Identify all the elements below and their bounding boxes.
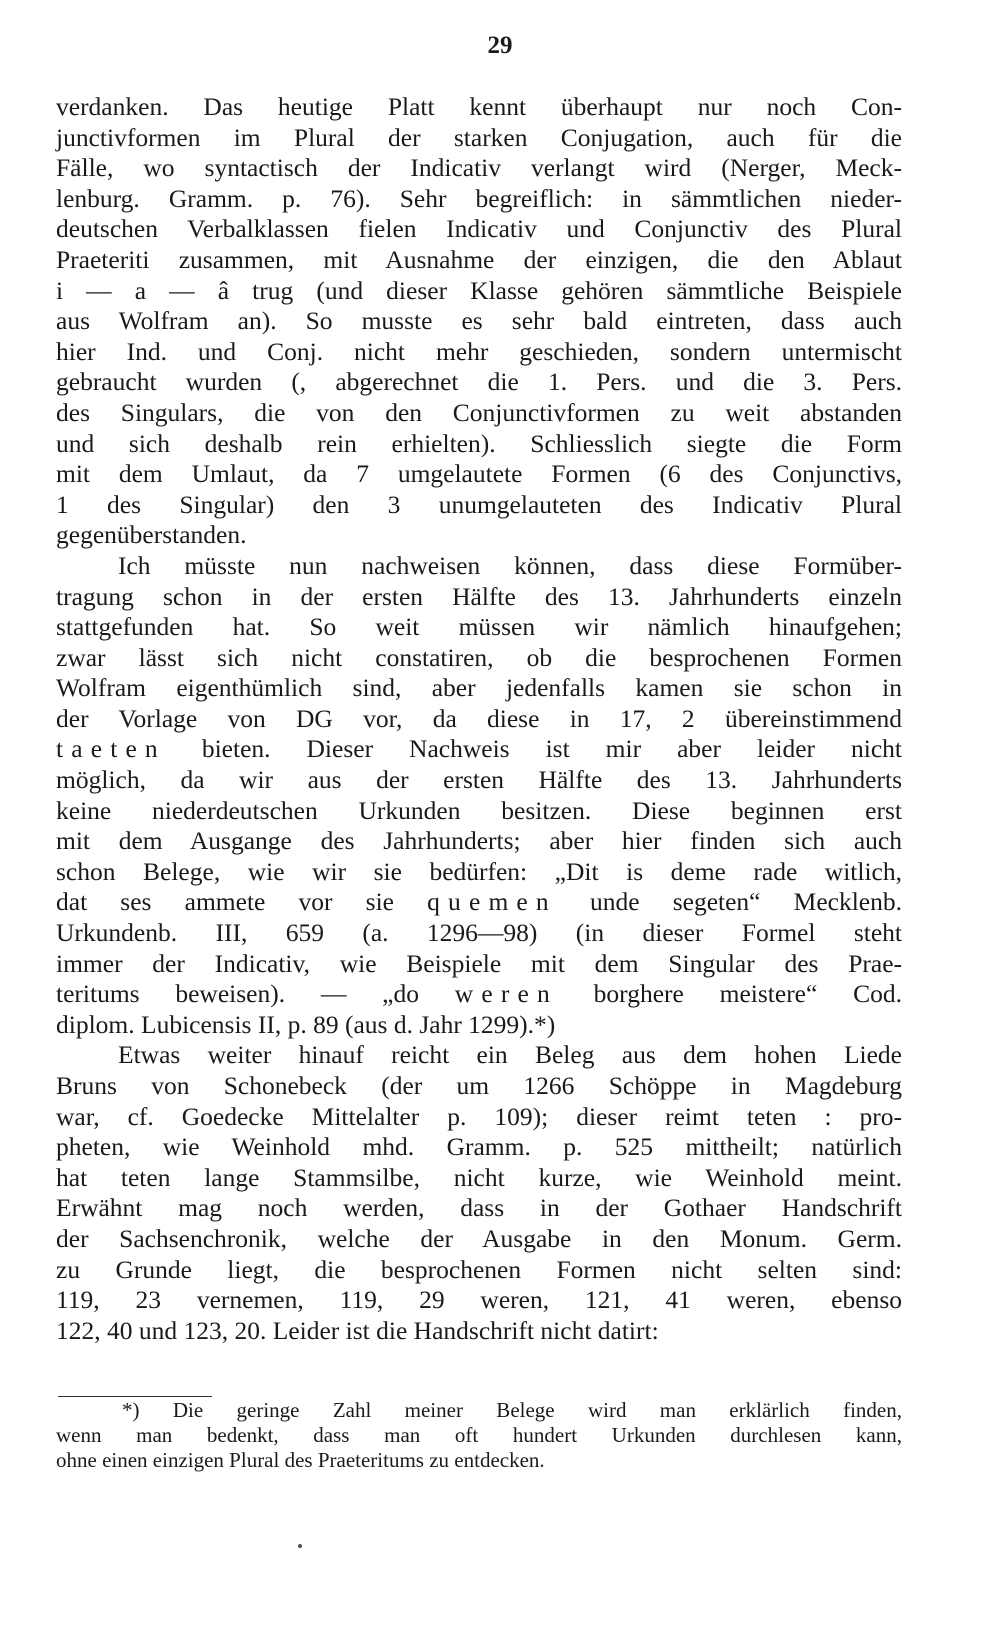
text-line: schon Belege, wie wir sie bedürfen: „Dit is deme rade witlich, [56,856,902,886]
text-line: keine niederdeutschen Urkunden besitzen. Diese beginnen erst [56,795,902,825]
text-line: Wolfram eigenthümlich sind, aber jedenfalls kamen sie schon in [56,673,902,703]
text-line: Fälle, wo syntactisch der Indicativ verlangt wird (Nerger, Meck- [56,153,902,183]
text-line: möglich, da wir aus der ersten Hälfte des 13. Jahrhunderts [56,765,902,795]
text-line: der Vorlage von DG vor, da diese in 17, 2 übereinstimmend [56,703,902,733]
text-line [56,887,902,918]
text-line: i — a — â trug (und dieser Klasse gehören sämmtliche Beispiele [56,275,902,305]
text-line: 122, 40 und 123, 20. Leider ist die Handschrift nicht datirt: [56,1315,659,1345]
page-number: 29 [487,32,513,59]
text-line: hat teten lange Stammsilbe, nicht kurze, wie Weinhold meint. [56,1162,902,1192]
text-line: pheten, wie Weinhold mhd. Gramm. p. 525 mittheilt; natürlich [56,1132,902,1162]
text-line: Praeteriti zusammen, mit Ausnahme der einzigen, die den Ablaut [56,244,902,274]
text-line: war, cf. Goedecke Mittelalter p. 109); dieser reimt teten : pro- [56,1101,902,1131]
text-line: mit dem Ausgange des Jahrhunderts; aber hier finden sich auch [56,826,902,856]
text-line: Bruns von Schonebeck (der um 1266 Schöppe in Magdeburg [56,1071,902,1100]
text-line [56,979,902,1010]
text-line: lenburg. Gramm. p. 76). Sehr begreiflich: in sämmtlichen nieder- [56,183,902,213]
text-line: tragung schon in der ersten Hälfte des 13. Jahrhunderts einzeln [56,581,902,611]
text-line: *) Die geringe Zahl meiner Belege wird man erklärlich finden, [122,1398,902,1422]
text-line: 1 des Singular) den 3 unumgelauteten des Indicativ Plural [56,489,902,519]
text-line: ohne einen einzigen Plural des Praeteritums zu entdecken. [56,1448,545,1472]
text-segment: unde segeten“ Mecklenb. [556,887,902,917]
text-segment: teritums beweisen). — „do [56,979,455,1009]
text-line: wenn man bedenkt, dass man oft hundert Urkunden durchlesen kann, [56,1423,902,1447]
text-line: und sich deshalb rein erhielten). Schliesslich siegte die Form [56,428,902,458]
text-line: zwar lässt sich nicht constatiren, ob die besprochenen Formen [56,642,902,672]
text-segment: borghere meistere“ Cod. [557,979,902,1009]
text-line: gebraucht wurden (, abgerechnet die 1. Pers. und die 3. Pers. [56,367,902,397]
footnote [56,1398,902,1473]
text-line: diplom. Lubicensis II, p. 89 (aus d. Jahr 1299).*) [56,1009,556,1039]
text-line: stattgefunden hat. So weit müssen wir nämlich hinaufgehen; [56,612,902,642]
text-line: Erwähnt mag noch werden, dass in der Gothaer Handschrift [56,1193,902,1223]
spaced-word: quemen [427,887,557,917]
text-line: immer der Indicativ, wie Beispiele mit dem Singular des Prae- [56,948,902,978]
text-line: der Sachsenchronik, welche der Ausgabe in den Monum. Germ. [56,1223,902,1253]
text-segment: dat ses ammete vor sie [56,887,428,917]
text-line: 119, 23 vernemen, 119, 29 weren, 121, 41 weren, ebenso [56,1285,902,1315]
text-line: verdanken. Das heutige Platt kennt überhaupt nur noch Con- [56,92,902,121]
text-line: Ich müsste nun nachweisen können, dass diese Formüber- [118,550,902,580]
text-line: Etwas weiter hinauf reicht ein Beleg aus dem hohen Liede [118,1040,902,1070]
text-line: Urkundenb. III, 659 (a. 1296—98) (in dieser Formel steht [56,918,902,948]
text-line: zu Grunde liegt, die besprochenen Formen nicht selten sind: [56,1254,902,1284]
footnote-divider [58,1396,212,1397]
text-line: junctivformen im Plural der starken Conjugation, auch für die [56,122,902,152]
text-line: des Singulars, die von den Conjunctivformen zu weit abstanden [56,397,902,427]
text-line [56,734,902,765]
text-line: aus Wolfram an). So musste es sehr bald eintreten, dass auch [56,306,902,336]
spaced-word: weren [454,979,558,1009]
text-line: hier Ind. und Conj. nicht mehr geschieden, sondern untermischt [56,336,902,366]
text-line: gegenüberstanden. [56,520,247,550]
text-segment: bieten. Dieser Nachweis ist mir aber leider nicht [165,734,902,764]
text-line: mit dem Umlaut, da 7 umgelautete Formen (6 des Conjunctivs, [56,459,902,489]
body-text [56,92,902,1346]
spaced-word: taeten [56,734,166,764]
text-line: deutschen Verbalklassen fielen Indicativ und Conjunctiv des Plural [56,214,902,244]
scan-speck [298,1544,302,1548]
